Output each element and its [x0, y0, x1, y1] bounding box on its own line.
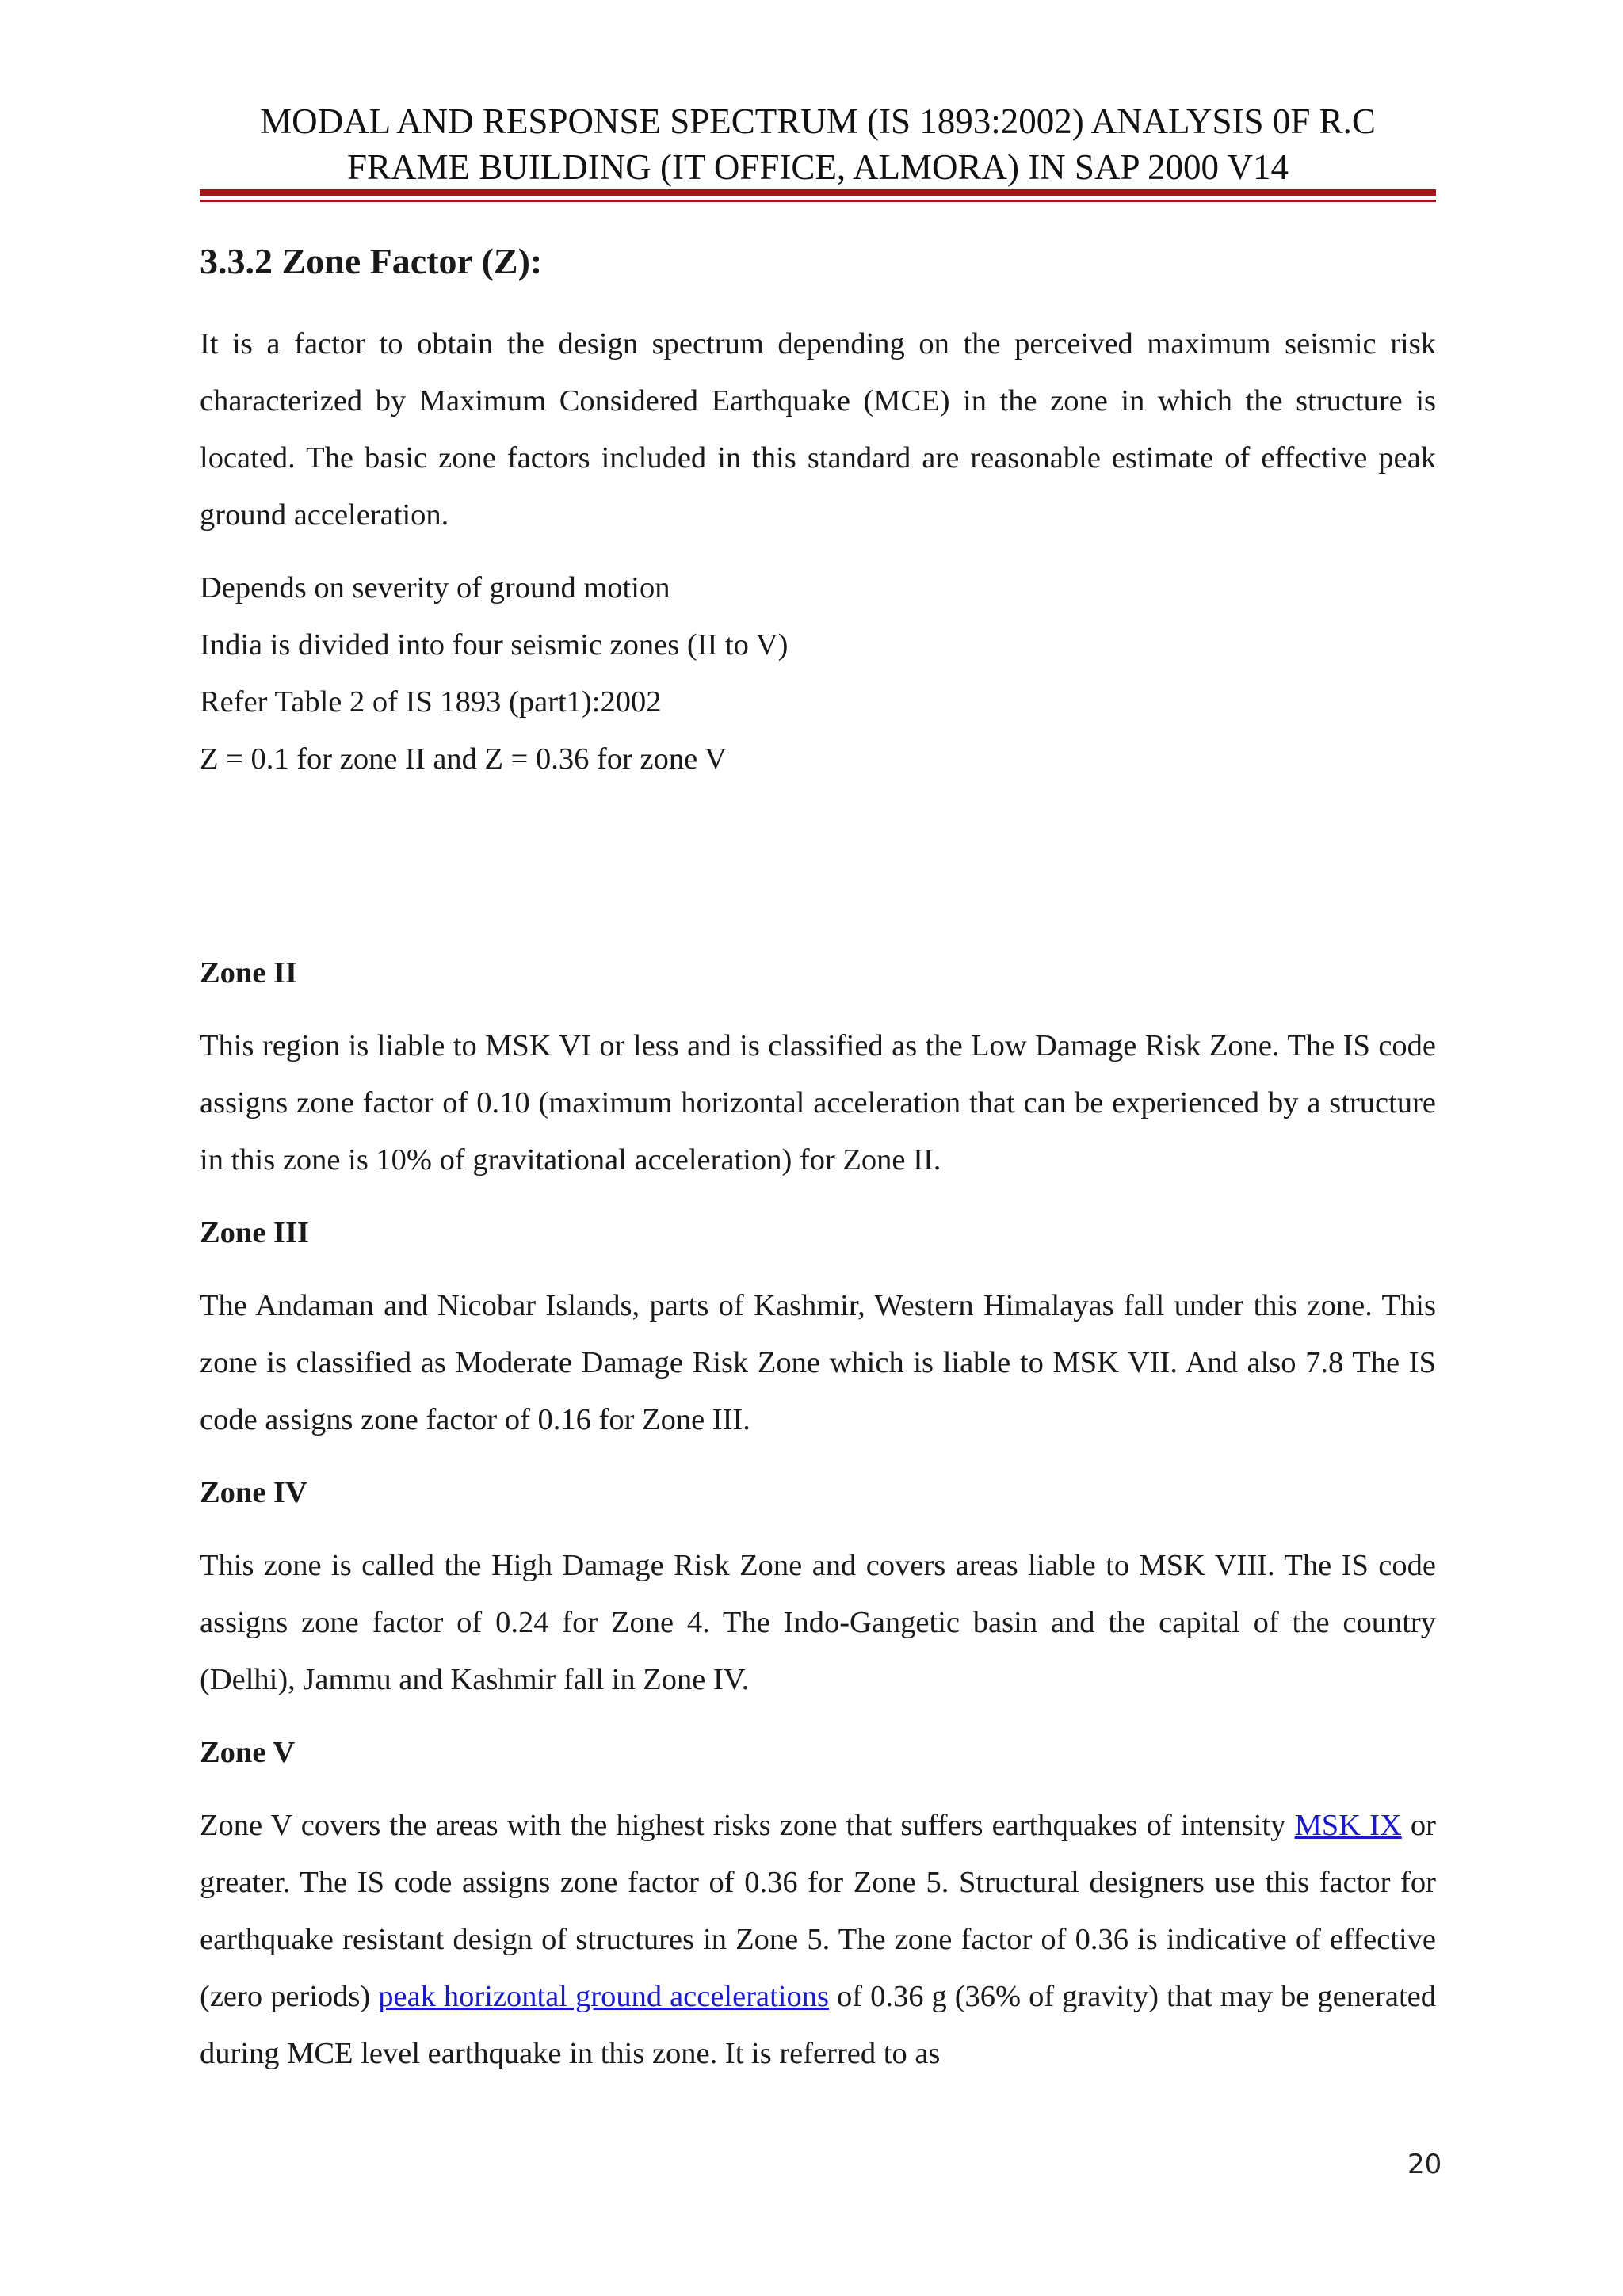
zone-5-paragraph	[200, 1797, 1436, 2082]
zone-5-text-3: of 0.36 g (36% of gravity) that may be generated during MCE level earthquake in this zone. It is referred to as	[200, 1980, 1436, 2070]
section-title: 3.3.2 Zone Factor (Z):	[200, 241, 543, 281]
peak-ground-acceleration-link[interactable]: peak horizontal ground accelerations	[378, 1980, 829, 2013]
note-line-4: Z = 0.1 for zone II and Z = 0.36 for zone V	[200, 742, 727, 776]
zone-4-paragraph: This zone is called the High Damage Risk Zone and covers areas liable to MSK VIII. The IS code assigns zone factor of 0.24 for Zone 4. The Indo-Gangetic basin and the capital of the country (Delhi), Jammu and Kashmir fall in Zone IV.	[200, 1549, 1436, 1696]
zone-3-heading: Zone III	[200, 1216, 310, 1249]
zone-5-text-2: or greater. The IS code assigns zone factor of 0.36 for Zone 5. Structural designers use this factor for earthquake resistant design of structures in Zone 5. The zone factor of 0.36 is indicative of effective (zero periods)	[200, 1809, 1436, 2013]
zone-2-heading: Zone II	[200, 956, 298, 990]
running-header	[200, 98, 1436, 190]
page-number: 20	[1407, 2149, 1442, 2180]
zone-2-paragraph: This region is liable to MSK VI or less and is classified as the Low Damage Risk Zone. The IS code assigns zone factor of 0.10 (maximum horizontal acceleration that can be experienced by a structure in this zone is 10% of gravitational acceleration) for Zone II.	[200, 1029, 1436, 1177]
zone-factor-notes	[200, 559, 1436, 788]
zone-4-heading: Zone IV	[200, 1476, 307, 1509]
page-body	[200, 238, 1436, 2082]
header-rule-thin	[200, 200, 1436, 202]
blank-space	[200, 788, 1436, 944]
intro-paragraph: It is a factor to obtain the design spectrum depending on the perceived maximum seismic risk characterized by Maximum Considered Earthquake (MCE) in the zone in which the structure is located. The basic zone factors included in this standard are reasonable estimate of effective peak ground acceleration.	[200, 327, 1436, 532]
msk-ix-link[interactable]: MSK IX	[1294, 1809, 1402, 1842]
header-line-2: FRAME BUILDING (IT OFFICE, ALMORA) IN SAP 2000 V14	[347, 147, 1289, 187]
zone-5-text-1: Zone V covers the areas with the highest risks zone that suffers earthquakes of intensity	[200, 1809, 1295, 1842]
note-line-3: Refer Table 2 of IS 1893 (part1):2002	[200, 685, 662, 719]
header-rule-thick	[200, 189, 1436, 196]
note-line-2: India is divided into four seismic zones (II to V)	[200, 628, 789, 662]
zone-5-heading: Zone V	[200, 1736, 296, 1769]
note-line-1: Depends on severity of ground motion	[200, 571, 670, 605]
header-line-1: MODAL AND RESPONSE SPECTRUM (IS 1893:2002) ANALYSIS 0F R.C	[260, 101, 1376, 141]
zone-3-paragraph: The Andaman and Nicobar Islands, parts of Kashmir, Western Himalayas fall under this zone. This zone is classified as Moderate Damage Risk Zone which is liable to MSK VII. And also 7.8 The IS code assigns zone factor of 0.16 for Zone III.	[200, 1289, 1436, 1436]
